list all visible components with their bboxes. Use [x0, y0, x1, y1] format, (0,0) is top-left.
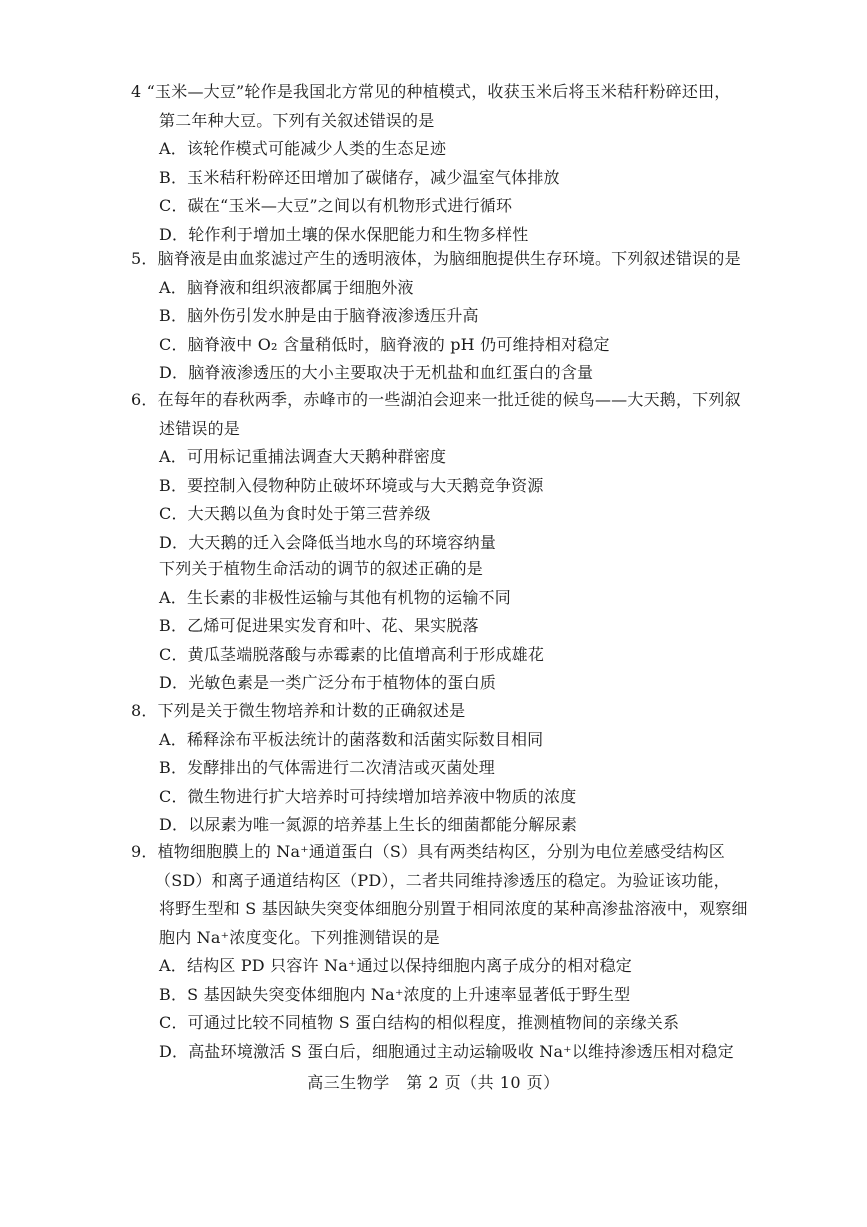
option-c: C．黄瓜茎端脱落酸与赤霉素的比值增高利于形成雄花: [159, 644, 545, 664]
option-a: A．结构区 PD 只容许 Na⁺通过以保持细胞内离子成分的相对稳定: [159, 956, 632, 975]
question-stem: 述错误的是: [159, 418, 241, 438]
option-b: B．乙烯可促进果实发育和叶、花、果实脱落: [159, 616, 479, 635]
question-stem: 将野生型和 S 基因缺失突变体细胞分别置于相同浓度的某种高渗盐溶液中，观察细: [159, 899, 748, 918]
option-b: B．S 基因缺失突变体细胞内 Na⁺浓度的上升速率显著低于野生型: [159, 984, 631, 1004]
question-9: [131, 838, 755, 1066]
question-stem: （SD）和离子通道结构区（PD），二者共同维持渗透压的稳定。为验证该功能，: [155, 870, 730, 890]
question-stem: 胞内 Na⁺浓度变化。下列推测错误的是: [159, 927, 440, 947]
option-a: A．脑脊液和组织液都属于细胞外液: [159, 277, 414, 297]
question-stem: 4 “玉米—大豆”轮作是我国北方常见的种植模式，收获玉米后将玉米秸秆粉碎还田，: [131, 82, 731, 101]
option-b: B．玉米秸秆粉碎还田增加了碳储存，减少温室气体排放: [159, 167, 560, 187]
option-d: D．高盐环境激活 S 蛋白后，细胞通过主动运输吸收 Na⁺以维持渗透压相对稳定: [159, 1041, 734, 1061]
option-d: D．光敏色素是一类广泛分布于植物体的蛋白质: [159, 673, 497, 692]
question-stem: 下列关于植物生命活动的调节的叙述正确的是: [159, 559, 484, 578]
option-d: D．轮作利于增加土壤的保水保肥能力和生物多样性: [159, 224, 529, 244]
option-c: C．可通过比较不同植物 S 蛋白结构的相似程度，推测植物间的亲缘关系: [159, 1013, 680, 1032]
option-a: A．可用标记重捕法调查大天鹅种群密度: [159, 447, 447, 466]
option-c: C．碳在“玉米—大豆”之间以有机物形式进行循环: [159, 196, 513, 215]
option-c: C．微生物进行扩大培养时可持续增加培养液中物质的浓度: [159, 786, 577, 806]
option-c: C．脑脊液中 O₂ 含量稍低时，脑脊液的 pH 仍可维持相对稳定: [159, 334, 610, 354]
option-b: B．脑外伤引发水肿是由于脑脊液渗透压升高: [159, 306, 479, 325]
option-c: C．大天鹅以鱼为食时处于第三营养级: [159, 504, 431, 523]
question-stem: 第二年种大豆。下列有关叙述错误的是: [159, 110, 435, 130]
question-5: [131, 245, 755, 388]
option-a: A．该轮作模式可能减少人类的生态足迹: [159, 139, 447, 158]
option-d: D．脑脊液渗透压的大小主要取决于无机盐和血红蛋白的含量: [159, 363, 594, 382]
option-a: A．生长素的非极性运输与其他有机物的运输不同: [159, 587, 511, 607]
question-7: [135, 555, 755, 698]
option-d: D．大天鹅的迁入会降低当地水鸟的环境容纳量: [159, 532, 497, 552]
question-6: [131, 386, 755, 557]
option-b: B．要控制入侵物种防止破坏环境或与大天鹅竞争资源: [159, 475, 544, 495]
question-stem: 8．下列是关于微生物培养和计数的正确叙述是: [131, 701, 466, 720]
question-stem: 9．植物细胞膜上的 Na⁺通道蛋白（S）具有两类结构区，分别为电位差感受结构区: [131, 842, 726, 861]
question-8: [131, 697, 755, 840]
question-stem: 6．在每年的春秋两季，赤峰市的一些湖泊会迎来一批迁徙的候鸟——大天鹅，下列叙: [131, 390, 741, 409]
question-stem: 5．脑脊液是由血浆滤过产生的透明液体，为脑细胞提供生存环境。下列叙述错误的是: [131, 249, 741, 268]
question-4: [131, 78, 755, 249]
page-footer: 高三生物学 第 2 页（共 10 页）: [307, 1073, 560, 1092]
option-a: A．稀释涂布平板法统计的菌落数和活菌实际数目相同: [159, 729, 544, 749]
option-d: D．以尿素为唯一氮源的培养基上生长的细菌都能分解尿素: [159, 815, 578, 834]
option-b: B．发酵排出的气体需进行二次清洁或灭菌处理: [159, 758, 495, 777]
